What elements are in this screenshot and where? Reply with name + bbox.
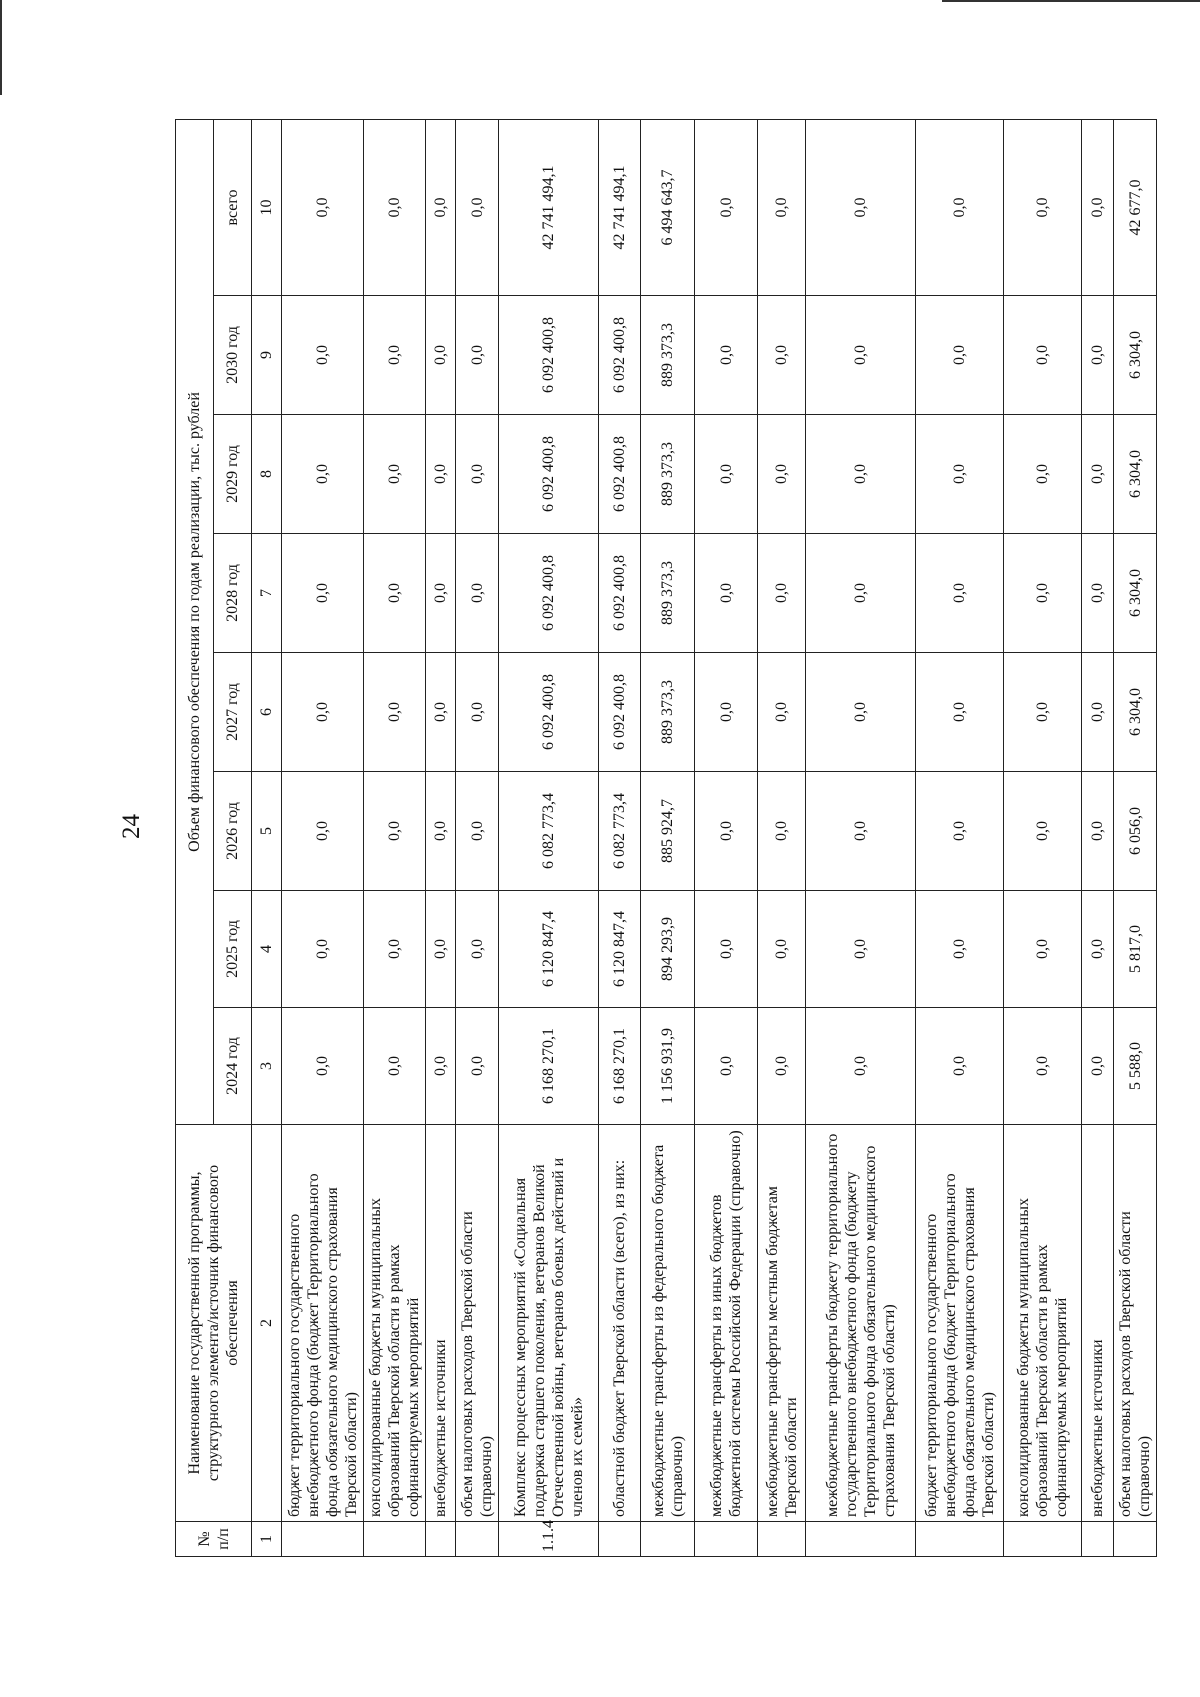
value-cell: 0,0 [695,891,758,1008]
value-cell: 0,0 [426,653,456,772]
table-row [499,119,599,1556]
row-number [916,1522,1004,1557]
table-row [426,119,456,1556]
row-name: внебюджетные источники [426,1125,456,1522]
header-total: всего [214,119,252,295]
value-cell: 0,0 [364,296,426,415]
value-cell: 0,0 [1082,534,1114,653]
row-name: консолидированные бюджеты муниципальных образований Тверской области в рамках софинансируемых мероприятий [1004,1125,1082,1522]
row-name: объем налоговых расходов Тверской области (справочно) [456,1125,499,1522]
value-cell: 0,0 [456,891,499,1008]
value-cell: 0,0 [1004,772,1082,891]
table-row [806,119,916,1556]
column-number: 6 [252,653,282,772]
row-name: Комплекс процессных мероприятий «Социальная поддержка старшего поколения, ветеранов Великой Отечественной войны, ветеранов боевых действий и членов их семей» [499,1125,599,1522]
row-number [282,1522,364,1557]
value-cell: 0,0 [695,772,758,891]
value-cell: 0,0 [282,653,364,772]
value-cell: 0,0 [1004,653,1082,772]
value-cell: 889 373,3 [641,534,695,653]
value-cell: 0,0 [456,1008,499,1125]
value-cell: 0,0 [695,296,758,415]
value-cell: 0,0 [1004,891,1082,1008]
value-cell: 0,0 [695,534,758,653]
value-cell: 6 092 400,8 [599,534,641,653]
value-cell: 0,0 [758,415,806,534]
value-cell: 0,0 [426,1008,456,1125]
header-funding-volume: Объем финансового обеспечения по годам реализации, тыс. рублей [176,119,214,1124]
value-cell: 42 741 494,1 [499,119,599,295]
value-cell: 6 120 847,4 [499,891,599,1008]
value-cell: 0,0 [456,772,499,891]
value-cell: 0,0 [364,1008,426,1125]
value-cell: 0,0 [1082,653,1114,772]
header-row-number: № п/п [176,1522,252,1557]
row-name: межбюджетные трансферты из иных бюджетов бюджетной системы Российской Федерации (справочно) [695,1125,758,1522]
row-name: объем налоговых расходов Тверской области (справочно) [1114,1125,1157,1522]
table-row [456,119,499,1556]
value-cell: 0,0 [1082,296,1114,415]
value-cell: 0,0 [1004,1008,1082,1125]
value-cell: 0,0 [916,772,1004,891]
value-cell: 6 092 400,8 [499,296,599,415]
row-name: бюджет территориального государственного внебюджетного фонда (бюджет Территориального фонда обязательного медицинского страхования Тверской области) [916,1125,1004,1522]
value-cell: 0,0 [456,653,499,772]
value-cell: 0,0 [758,891,806,1008]
value-cell: 0,0 [1082,415,1114,534]
value-cell: 0,0 [426,772,456,891]
value-cell: 0,0 [695,1008,758,1125]
table-row [1082,119,1114,1556]
value-cell: 885 924,7 [641,772,695,891]
value-cell: 889 373,3 [641,653,695,772]
value-cell: 0,0 [806,296,916,415]
value-cell: 894 293,9 [641,891,695,1008]
value-cell: 6 082 773,4 [499,772,599,891]
value-cell: 0,0 [806,891,916,1008]
value-cell: 6 082 773,4 [599,772,641,891]
value-cell: 0,0 [426,891,456,1008]
value-cell: 0,0 [806,653,916,772]
value-cell: 0,0 [364,119,426,295]
value-cell: 0,0 [916,296,1004,415]
value-cell: 0,0 [916,119,1004,295]
column-number: 4 [252,891,282,1008]
value-cell: 0,0 [695,119,758,295]
column-number: 9 [252,296,282,415]
row-name: бюджет территориального государственного внебюджетного фонда (бюджет Территориального фонда обязательного медицинского страхования Тверской области) [282,1125,364,1522]
value-cell: 6 092 400,8 [499,653,599,772]
value-cell: 5 817,0 [1114,891,1157,1008]
value-cell: 0,0 [1082,119,1114,295]
header-year: 2029 год [214,415,252,534]
header-program-name: Наименование государственной программы, структурного элемента/источник финансового обеспечения [176,1125,252,1522]
row-number [806,1522,916,1557]
value-cell: 0,0 [426,534,456,653]
value-cell: 0,0 [456,119,499,295]
header-year: 2026 год [214,772,252,891]
value-cell: 6 304,0 [1114,415,1157,534]
value-cell: 889 373,3 [641,415,695,534]
value-cell: 0,0 [695,653,758,772]
row-name: консолидированные бюджеты муниципальных образований Тверской области в рамках софинансируемых мероприятий [364,1125,426,1522]
row-number [641,1522,695,1557]
value-cell: 5 588,0 [1114,1008,1157,1125]
row-number [1082,1522,1114,1557]
row-number [695,1522,758,1557]
value-cell: 0,0 [456,415,499,534]
row-number: 1.1.4 [499,1522,599,1557]
value-cell: 0,0 [806,1008,916,1125]
row-name: внебюджетные источники [1082,1125,1114,1522]
table-row [364,119,426,1556]
row-number [1004,1522,1082,1557]
row-name: межбюджетные трансферты из федерального бюджета (справочно) [641,1125,695,1522]
rotated-table-container [175,120,1153,1557]
value-cell: 0,0 [426,415,456,534]
row-name: областной бюджет Тверской области (всего), из них: [599,1125,641,1522]
value-cell: 0,0 [758,296,806,415]
row-number [599,1522,641,1557]
value-cell: 0,0 [806,119,916,295]
table-row [1114,119,1157,1556]
value-cell: 0,0 [1004,415,1082,534]
value-cell: 0,0 [282,119,364,295]
value-cell: 0,0 [758,772,806,891]
value-cell: 0,0 [916,1008,1004,1125]
value-cell: 0,0 [695,415,758,534]
value-cell: 0,0 [806,772,916,891]
column-number: 10 [252,119,282,295]
value-cell: 6 092 400,8 [499,534,599,653]
value-cell: 0,0 [758,1008,806,1125]
row-number [426,1522,456,1557]
table-row [916,119,1004,1556]
column-number: 5 [252,772,282,891]
value-cell: 0,0 [1082,891,1114,1008]
value-cell: 0,0 [1004,119,1082,295]
value-cell: 6 056,0 [1114,772,1157,891]
value-cell: 0,0 [916,891,1004,1008]
value-cell: 6 092 400,8 [499,415,599,534]
value-cell: 6 494 643,7 [641,119,695,295]
table-row [695,119,758,1556]
value-cell: 6 092 400,8 [599,296,641,415]
value-cell: 0,0 [758,119,806,295]
page-number: 24 [118,814,145,839]
value-cell: 6 168 270,1 [599,1008,641,1125]
row-number [758,1522,806,1557]
value-cell: 6 304,0 [1114,653,1157,772]
column-number: 8 [252,415,282,534]
value-cell: 42 677,0 [1114,119,1157,295]
table-row [758,119,806,1556]
value-cell: 1 156 931,9 [641,1008,695,1125]
column-number: 2 [252,1125,282,1522]
value-cell: 0,0 [426,119,456,295]
row-number [456,1522,499,1557]
value-cell: 0,0 [282,534,364,653]
header-year: 2030 год [214,296,252,415]
header-year: 2028 год [214,534,252,653]
column-number: 7 [252,534,282,653]
row-name: межбюджетные трансферты местным бюджетам Тверской области [758,1125,806,1522]
header-year: 2025 год [214,891,252,1008]
table-row [641,119,695,1556]
value-cell: 0,0 [282,891,364,1008]
value-cell: 0,0 [426,296,456,415]
budget-table [175,119,1157,1557]
row-number [1114,1522,1157,1557]
value-cell: 6 168 270,1 [499,1008,599,1125]
column-number: 3 [252,1008,282,1125]
value-cell: 6 304,0 [1114,534,1157,653]
value-cell: 6 092 400,8 [599,653,641,772]
value-cell: 0,0 [806,415,916,534]
value-cell: 0,0 [916,415,1004,534]
value-cell: 6 304,0 [1114,296,1157,415]
value-cell: 0,0 [1082,772,1114,891]
row-number [364,1522,426,1557]
value-cell: 0,0 [364,415,426,534]
value-cell: 0,0 [364,534,426,653]
table-row [282,119,364,1556]
header-year: 2024 год [214,1008,252,1125]
value-cell: 0,0 [456,296,499,415]
scan-edge-mark [942,0,1200,2]
value-cell: 0,0 [806,534,916,653]
value-cell: 889 373,3 [641,296,695,415]
value-cell: 6 120 847,4 [599,891,641,1008]
value-cell: 0,0 [916,653,1004,772]
table-row [599,119,641,1556]
value-cell: 6 092 400,8 [599,415,641,534]
value-cell: 0,0 [916,534,1004,653]
value-cell: 0,0 [758,653,806,772]
value-cell: 0,0 [364,653,426,772]
value-cell: 0,0 [282,296,364,415]
value-cell: 0,0 [282,415,364,534]
table-row [1004,119,1082,1556]
value-cell: 0,0 [1004,534,1082,653]
scan-edge-mark [0,0,2,95]
value-cell: 0,0 [1082,1008,1114,1125]
value-cell: 0,0 [456,534,499,653]
value-cell: 0,0 [758,534,806,653]
value-cell: 0,0 [282,772,364,891]
row-name: межбюджетные трансферты бюджету территориального государственного внебюджетного фонда (бюджету Территориального фонда обязательного медицинского страхования Тверской области) [806,1125,916,1522]
value-cell: 0,0 [282,1008,364,1125]
value-cell: 0,0 [1004,296,1082,415]
value-cell: 0,0 [364,891,426,1008]
header-year: 2027 год [214,653,252,772]
value-cell: 42 741 494,1 [599,119,641,295]
column-number: 1 [252,1522,282,1557]
value-cell: 0,0 [364,772,426,891]
